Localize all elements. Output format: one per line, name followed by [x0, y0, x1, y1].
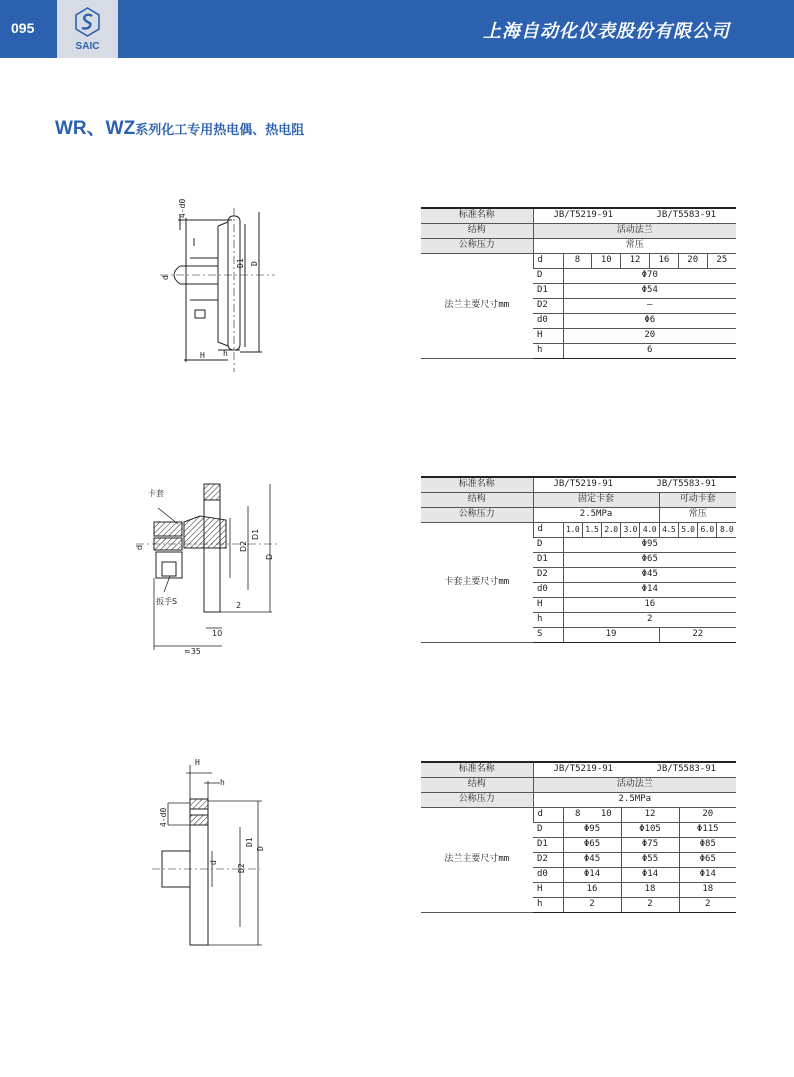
param-value: 16 [563, 882, 621, 897]
saic-logo-icon [75, 7, 100, 37]
d-value: 20 [679, 807, 736, 822]
param-value: 19 [563, 627, 659, 642]
param-label: d0 [533, 867, 563, 882]
structure-movable: 可动卡套 [659, 492, 736, 507]
label-d0: 4-d0 [159, 807, 168, 827]
page-number: 095 [11, 20, 35, 36]
title-series: WR、WZ [55, 118, 136, 139]
param-value: Φ65 [563, 837, 621, 852]
param-value: 2 [563, 612, 736, 627]
param-value: Φ95 [563, 537, 736, 552]
param-value: Φ14 [621, 867, 679, 882]
wrench-label: 扳手S [156, 597, 178, 606]
std-code-2: JB/T5583-91 [656, 764, 717, 775]
param-label: D1 [533, 552, 563, 567]
param-label: S [533, 627, 563, 642]
std-code-1: JB/T5219-91 [553, 479, 614, 490]
title-text: 系列化工专用热电偶、热电阻 [135, 123, 305, 138]
d-value: 3.0 [621, 522, 640, 537]
label-D2: D2 [237, 863, 246, 873]
label-h: h [220, 778, 225, 787]
std-code-1: JB/T5219-91 [553, 764, 614, 775]
param-value: — [563, 298, 736, 313]
d-value: 6.0 [698, 522, 717, 537]
label-D: D [250, 261, 259, 266]
spec-table-3 [421, 761, 736, 913]
param-label: D2 [533, 298, 563, 313]
label-D: D [265, 553, 274, 560]
d-value: 8.0 [717, 522, 736, 537]
param-value: Φ85 [679, 837, 736, 852]
param-value: Φ45 [563, 852, 621, 867]
param-value: Φ65 [679, 852, 736, 867]
param-d: d [533, 253, 563, 268]
d-value: 10 [592, 253, 621, 268]
pressure-label: 公称压力 [421, 792, 533, 807]
param-value: 18 [679, 882, 736, 897]
param-label: H [533, 882, 563, 897]
label-D1: D1 [251, 528, 260, 540]
param-label: d0 [533, 582, 563, 597]
pressure-label: 公称压力 [421, 507, 533, 522]
pressure-label: 公称压力 [421, 238, 533, 253]
std-codes [533, 208, 736, 223]
param-value: Φ55 [621, 852, 679, 867]
std-code-1: JB/T5219-91 [553, 210, 614, 221]
spec-table-1 [421, 207, 736, 359]
param-label: h [533, 612, 563, 627]
flange-drawing-2 [150, 755, 280, 950]
label-H: H [195, 758, 200, 767]
param-value: 6 [563, 343, 736, 358]
page-title [55, 113, 304, 140]
label-d: d [135, 544, 144, 550]
label-2: 2 [236, 601, 242, 610]
param-value: 2 [563, 897, 621, 912]
std-name-label: 标准名称 [421, 208, 533, 223]
label-D2: D2 [239, 540, 248, 552]
structure-label: 结构 [421, 777, 533, 792]
d-value: 12 [621, 807, 679, 822]
d-value: 1.5 [582, 522, 601, 537]
param-value: Φ75 [621, 837, 679, 852]
d-value: 4.5 [659, 522, 678, 537]
param-value: Φ6 [563, 313, 736, 328]
structure-value: 活动法兰 [533, 223, 736, 238]
param-value: Φ70 [563, 268, 736, 283]
label-d: d [161, 275, 170, 280]
label-d0: 4-d0 [178, 198, 187, 218]
pressure-movable: 常压 [659, 507, 736, 522]
param-label: D [533, 822, 563, 837]
param-label: D [533, 268, 563, 283]
param-value: 2 [679, 897, 736, 912]
flange-drawing-1 [150, 190, 280, 375]
std-codes [533, 477, 736, 492]
param-value: Φ105 [621, 822, 679, 837]
label-H: H [200, 351, 205, 360]
param-label: h [533, 897, 563, 912]
d-value: 20 [678, 253, 707, 268]
param-value: Φ95 [563, 822, 621, 837]
logo-text: SAIC [75, 41, 100, 52]
std-codes [533, 762, 736, 777]
ferrule-drawing [130, 478, 290, 658]
spec-table-2 [421, 476, 736, 643]
d-value: 16 [649, 253, 678, 268]
param-value: Φ65 [563, 552, 736, 567]
param-value: Φ54 [563, 283, 736, 298]
param-value: Φ45 [563, 567, 736, 582]
d-value: 25 [707, 253, 736, 268]
structure-label: 结构 [421, 492, 533, 507]
param-value: Φ115 [679, 822, 736, 837]
label-D: D [256, 846, 265, 851]
pressure-value: 常压 [533, 238, 736, 253]
company-name: 上海自动化仪表股份有限公司 [483, 21, 730, 42]
d-value: 12 [621, 253, 650, 268]
d-value: 10 [592, 807, 621, 822]
std-name-label: 标准名称 [421, 762, 533, 777]
d-value: 4.0 [640, 522, 659, 537]
param-value: Φ14 [563, 582, 736, 597]
param-label: d0 [533, 313, 563, 328]
param-value: 18 [621, 882, 679, 897]
param-label: H [533, 328, 563, 343]
label-10: 10 [212, 629, 223, 638]
param-label: D1 [533, 283, 563, 298]
d-value: 5.0 [678, 522, 697, 537]
param-label: D [533, 537, 563, 552]
param-value: Φ14 [679, 867, 736, 882]
std-code-2: JB/T5583-91 [656, 210, 717, 221]
pressure-value: 2.5MPa [533, 792, 736, 807]
label-D1: D1 [236, 258, 245, 268]
std-name-label: 标准名称 [421, 477, 533, 492]
group-label: 法兰主要尺寸mm [421, 807, 533, 912]
param-label: D2 [533, 567, 563, 582]
param-d: d [533, 807, 563, 822]
label-35: ≈35 [184, 647, 201, 656]
d-value: 8 [563, 807, 592, 822]
param-value: 22 [659, 627, 736, 642]
param-label: D1 [533, 837, 563, 852]
d-value: 1.0 [563, 522, 582, 537]
group-label: 卡套主要尺寸mm [421, 522, 533, 642]
label-h: h [223, 349, 228, 358]
header-bar [0, 0, 794, 58]
structure-fixed: 固定卡套 [533, 492, 659, 507]
param-label: H [533, 597, 563, 612]
param-label: D2 [533, 852, 563, 867]
ferrule-label: 卡套 [148, 489, 164, 498]
label-D1: D1 [245, 837, 254, 847]
d-value: 8 [563, 253, 592, 268]
structure-value: 活动法兰 [533, 777, 736, 792]
structure-label: 结构 [421, 223, 533, 238]
param-d: d [533, 522, 563, 537]
param-value: 2 [621, 897, 679, 912]
d-value: 2.0 [601, 522, 620, 537]
param-label: h [533, 343, 563, 358]
company-logo [57, 0, 118, 58]
param-value: Φ14 [563, 867, 621, 882]
std-code-2: JB/T5583-91 [656, 479, 717, 490]
param-value: 16 [563, 597, 736, 612]
pressure-fixed: 2.5MPa [533, 507, 659, 522]
param-value: 20 [563, 328, 736, 343]
group-label: 法兰主要尺寸mm [421, 253, 533, 358]
label-d: d [209, 860, 218, 865]
